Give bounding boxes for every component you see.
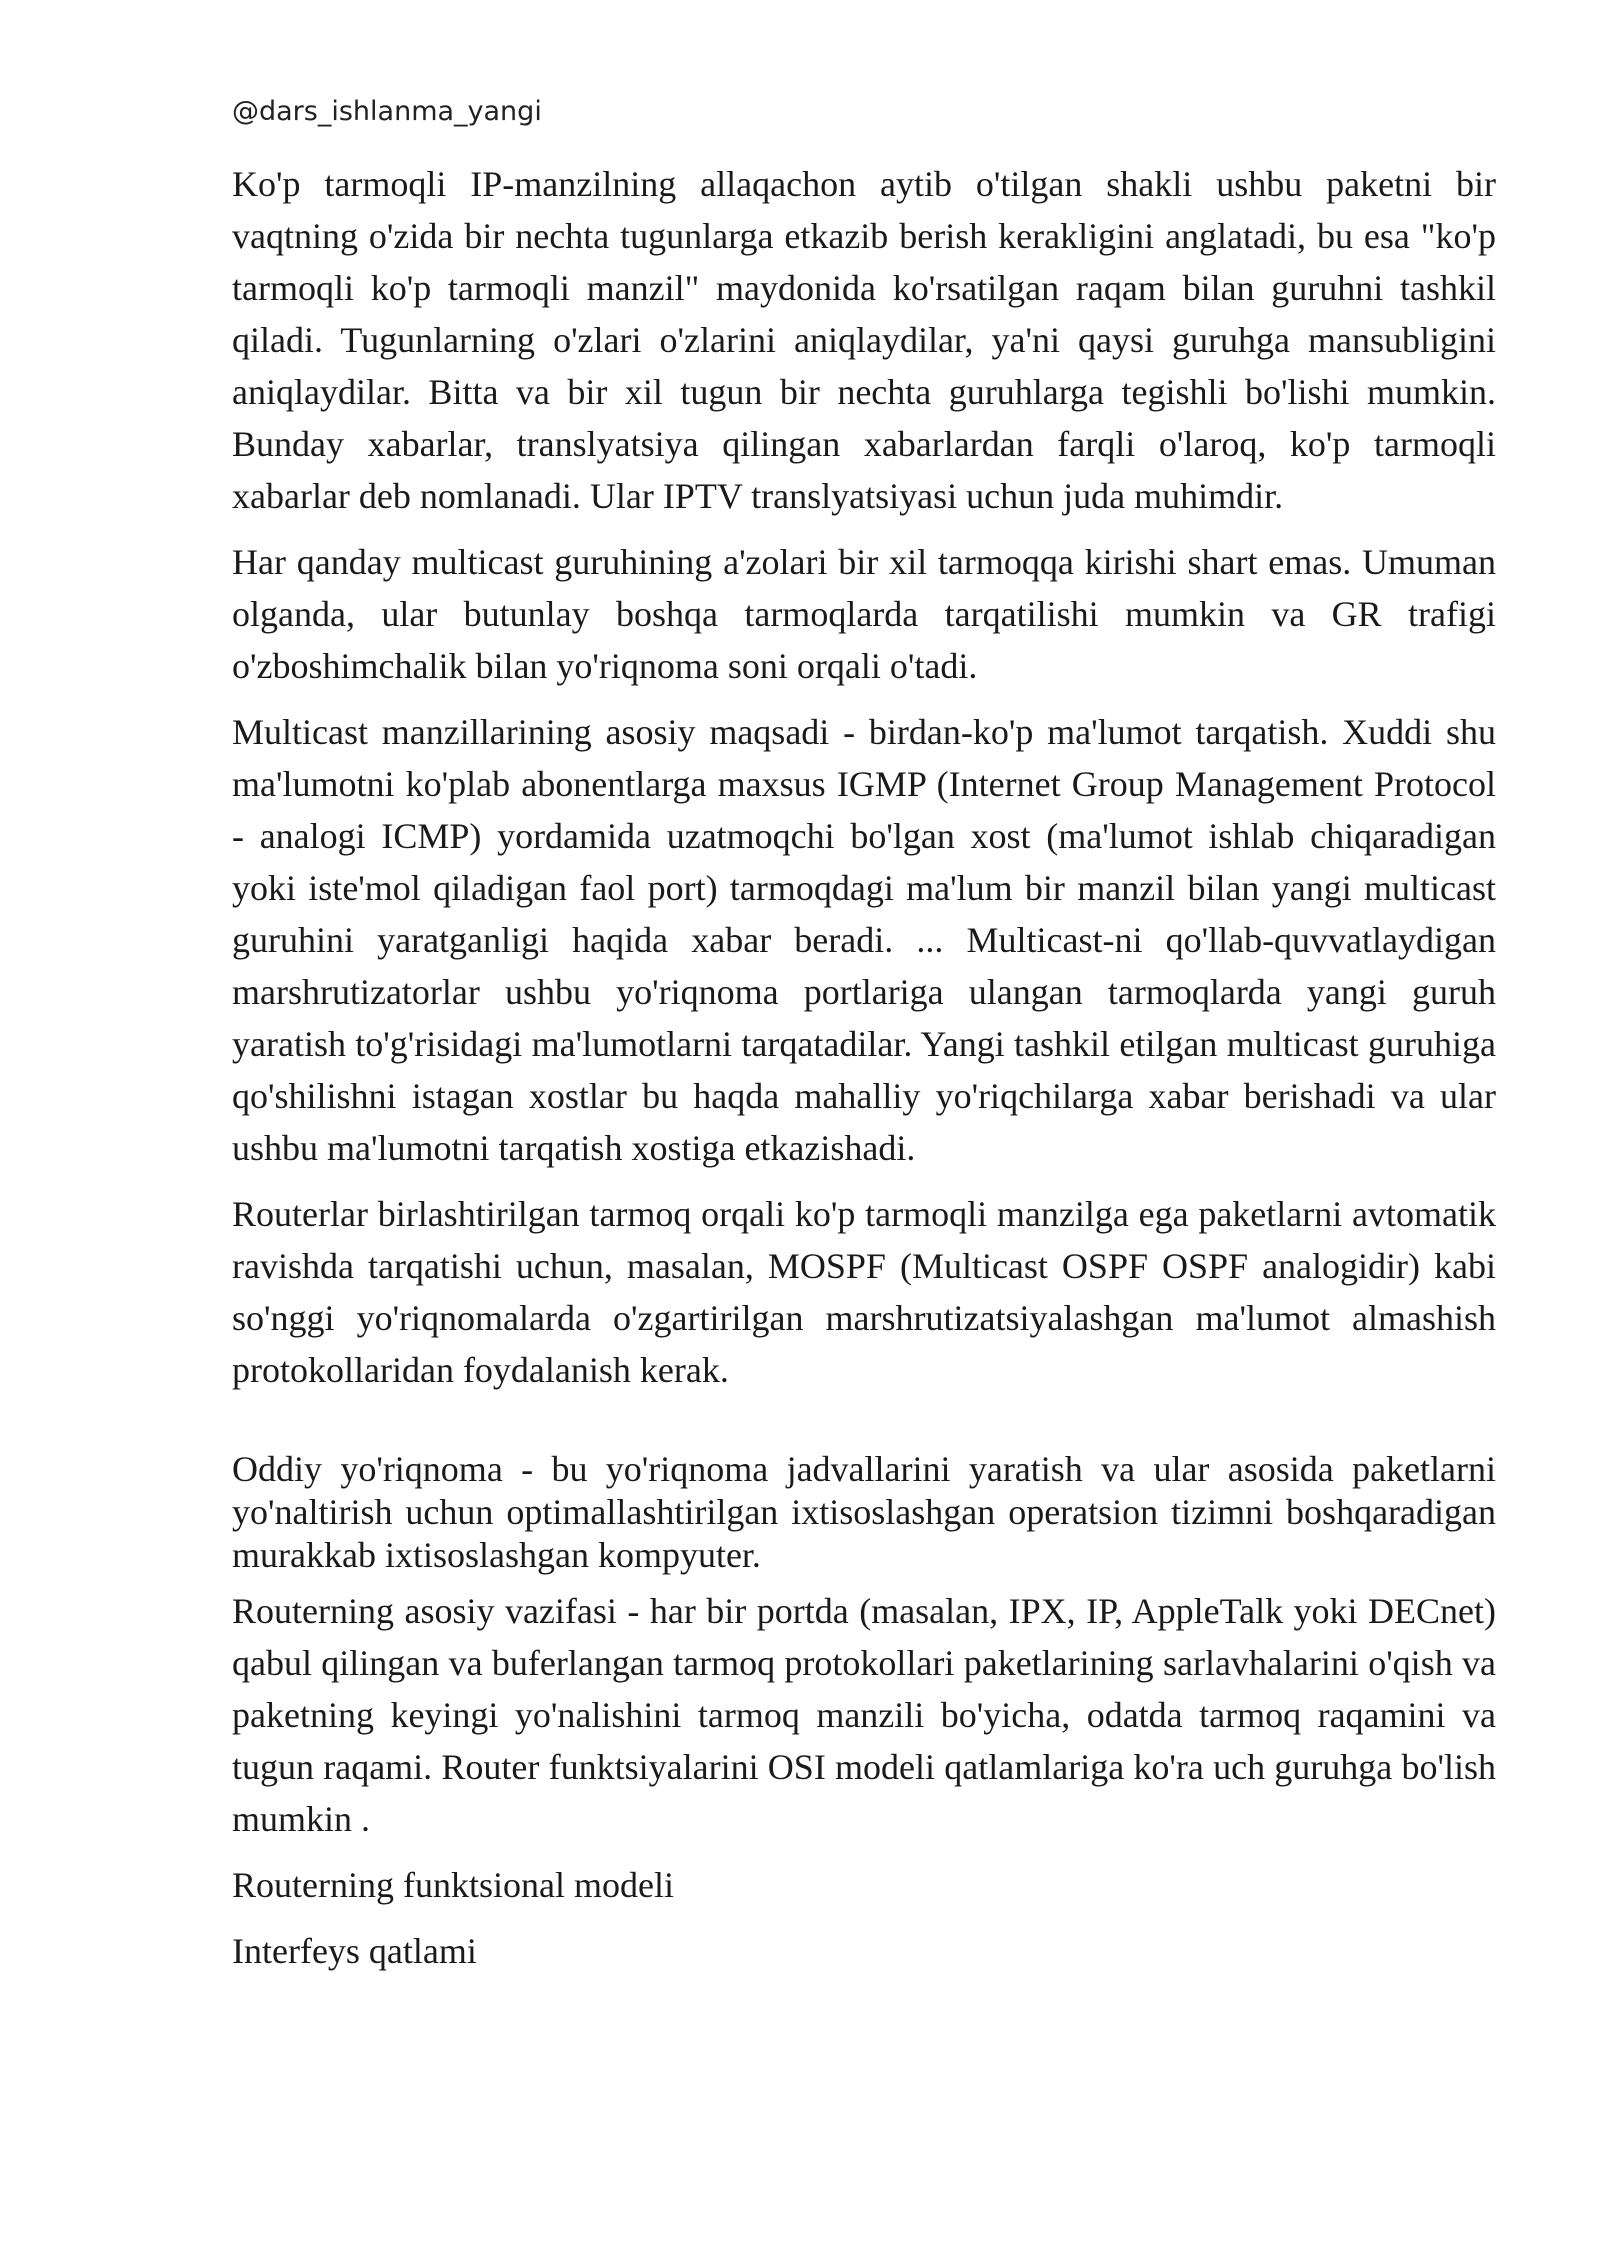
document-body [232,158,1496,1991]
heading-functional-model: Routerning funktsional modeli [232,1865,674,1905]
blank-line [232,1410,1496,1448]
paragraph-multicast-members: Har qanday multicast guruhining a'zolari bir xil tarmoqqa kirishi shart emas. Umuman olganda, ular butunlay boshqa tarmoqlarda tarqatilishi mumkin va GR trafigi o'zboshimchalik bilan yo'riqnoma soni orqali o'tadi. [232,542,1496,686]
heading-interface-layer: Interfeys qatlami [232,1931,477,1971]
channel-tag: @dars_ishlanma_yangi [232,96,542,127]
paragraph-multicast-intro: Ko'p tarmoqli IP-manzilning allaqachon aytib o'tilgan shakli ushbu paketni bir vaqtning o'zida bir nechta tugunlarga etkazib berish kerakligini anglatadi, bu esa "ko'p tarmoqli ko'p tarmoqli manzil" maydonida ko'rsatilgan raqam bilan guruhni tashkil qiladi. Tugunlarning o'zlari o'zlarini aniqlaydilar, ya'ni qaysi guruhga mansubligini aniqlaydilar. Bitta va bir xil tugun bir nechta guruhlarga tegishli bo'lishi mumkin. Bunday xabarlar, translyatsiya qilingan xabarlardan farqli o'laroq, ko'p tarmoqli xabarlar deb nomlanadi. Ular IPTV translyatsiyasi uchun juda muhimdir. [232,164,1496,516]
paragraph-router-definition: Oddiy yo'riqnoma - bu yo'riqnoma jadvallarini yaratish va ular asosida paketlarni yo'naltirish uchun optimallashtirilgan ixtisoslashgan operatsion tizimni boshqaradigan murakkab ixtisoslashgan kompyuter. [232,1449,1496,1575]
paragraph-multicast-purpose: Multicast manzillarining asosiy maqsadi - birdan-ko'p ma'lumot tarqatish. Xuddi shu ma'lumotni ko'plab abonentlarga maxsus IGMP (Internet Group Management Protocol - analogi ICMP) yordamida uzatmoqchi bo'lgan xost (ma'lumot ishlab chiqaradigan yoki iste'mol qiladigan faol port) tarmoqdagi ma'lum bir manzil bilan yangi multicast guruhini yaratganligi haqida xabar beradi. ... Multicast-ni qo'llab-quvvatlaydigan marshrutizatorlar ushbu yo'riqnoma portlariga ulangan tarmoqlarda yangi guruh yaratish to'g'risidagi ma'lumotlarni tarqatadilar. Yangi tashkil etilgan multicast guruhiga qo'shilishni istagan xostlar bu haqda mahalliy yo'riqchilarga xabar berishadi va ular ushbu ma'lumotni tarqatish xostiga etkazishadi. [232,712,1496,1168]
paragraph-router-task: Routerning asosiy vazifasi - har bir portda (masalan, IPX, IP, AppleTalk yoki DECnet) qabul qilingan va buferlangan tarmoq protokollari paketlarining sarlavhalarini o'qish va paketning keyingi yo'nalishini tarmoq manzili bo'yicha, odatda tarmoq raqamini va tugun raqami. Router funktsiyalarini OSI modeli qatlamlariga ko'ra uch guruhga bo'lish mumkin . [232,1591,1496,1839]
paragraph-routers-mospf: Routerlar birlashtirilgan tarmoq orqali ko'p tarmoqli manzilga ega paketlarni avtomatik ravishda tarqatishi uchun, masalan, MOSPF (Multicast OSPF OSPF analogidir) kabi so'nggi yo'riqnomalarda o'zgartirilgan marshrutizatsiyalashgan ma'lumot almashish protokollaridan foydalanish kerak. [232,1194,1496,1390]
